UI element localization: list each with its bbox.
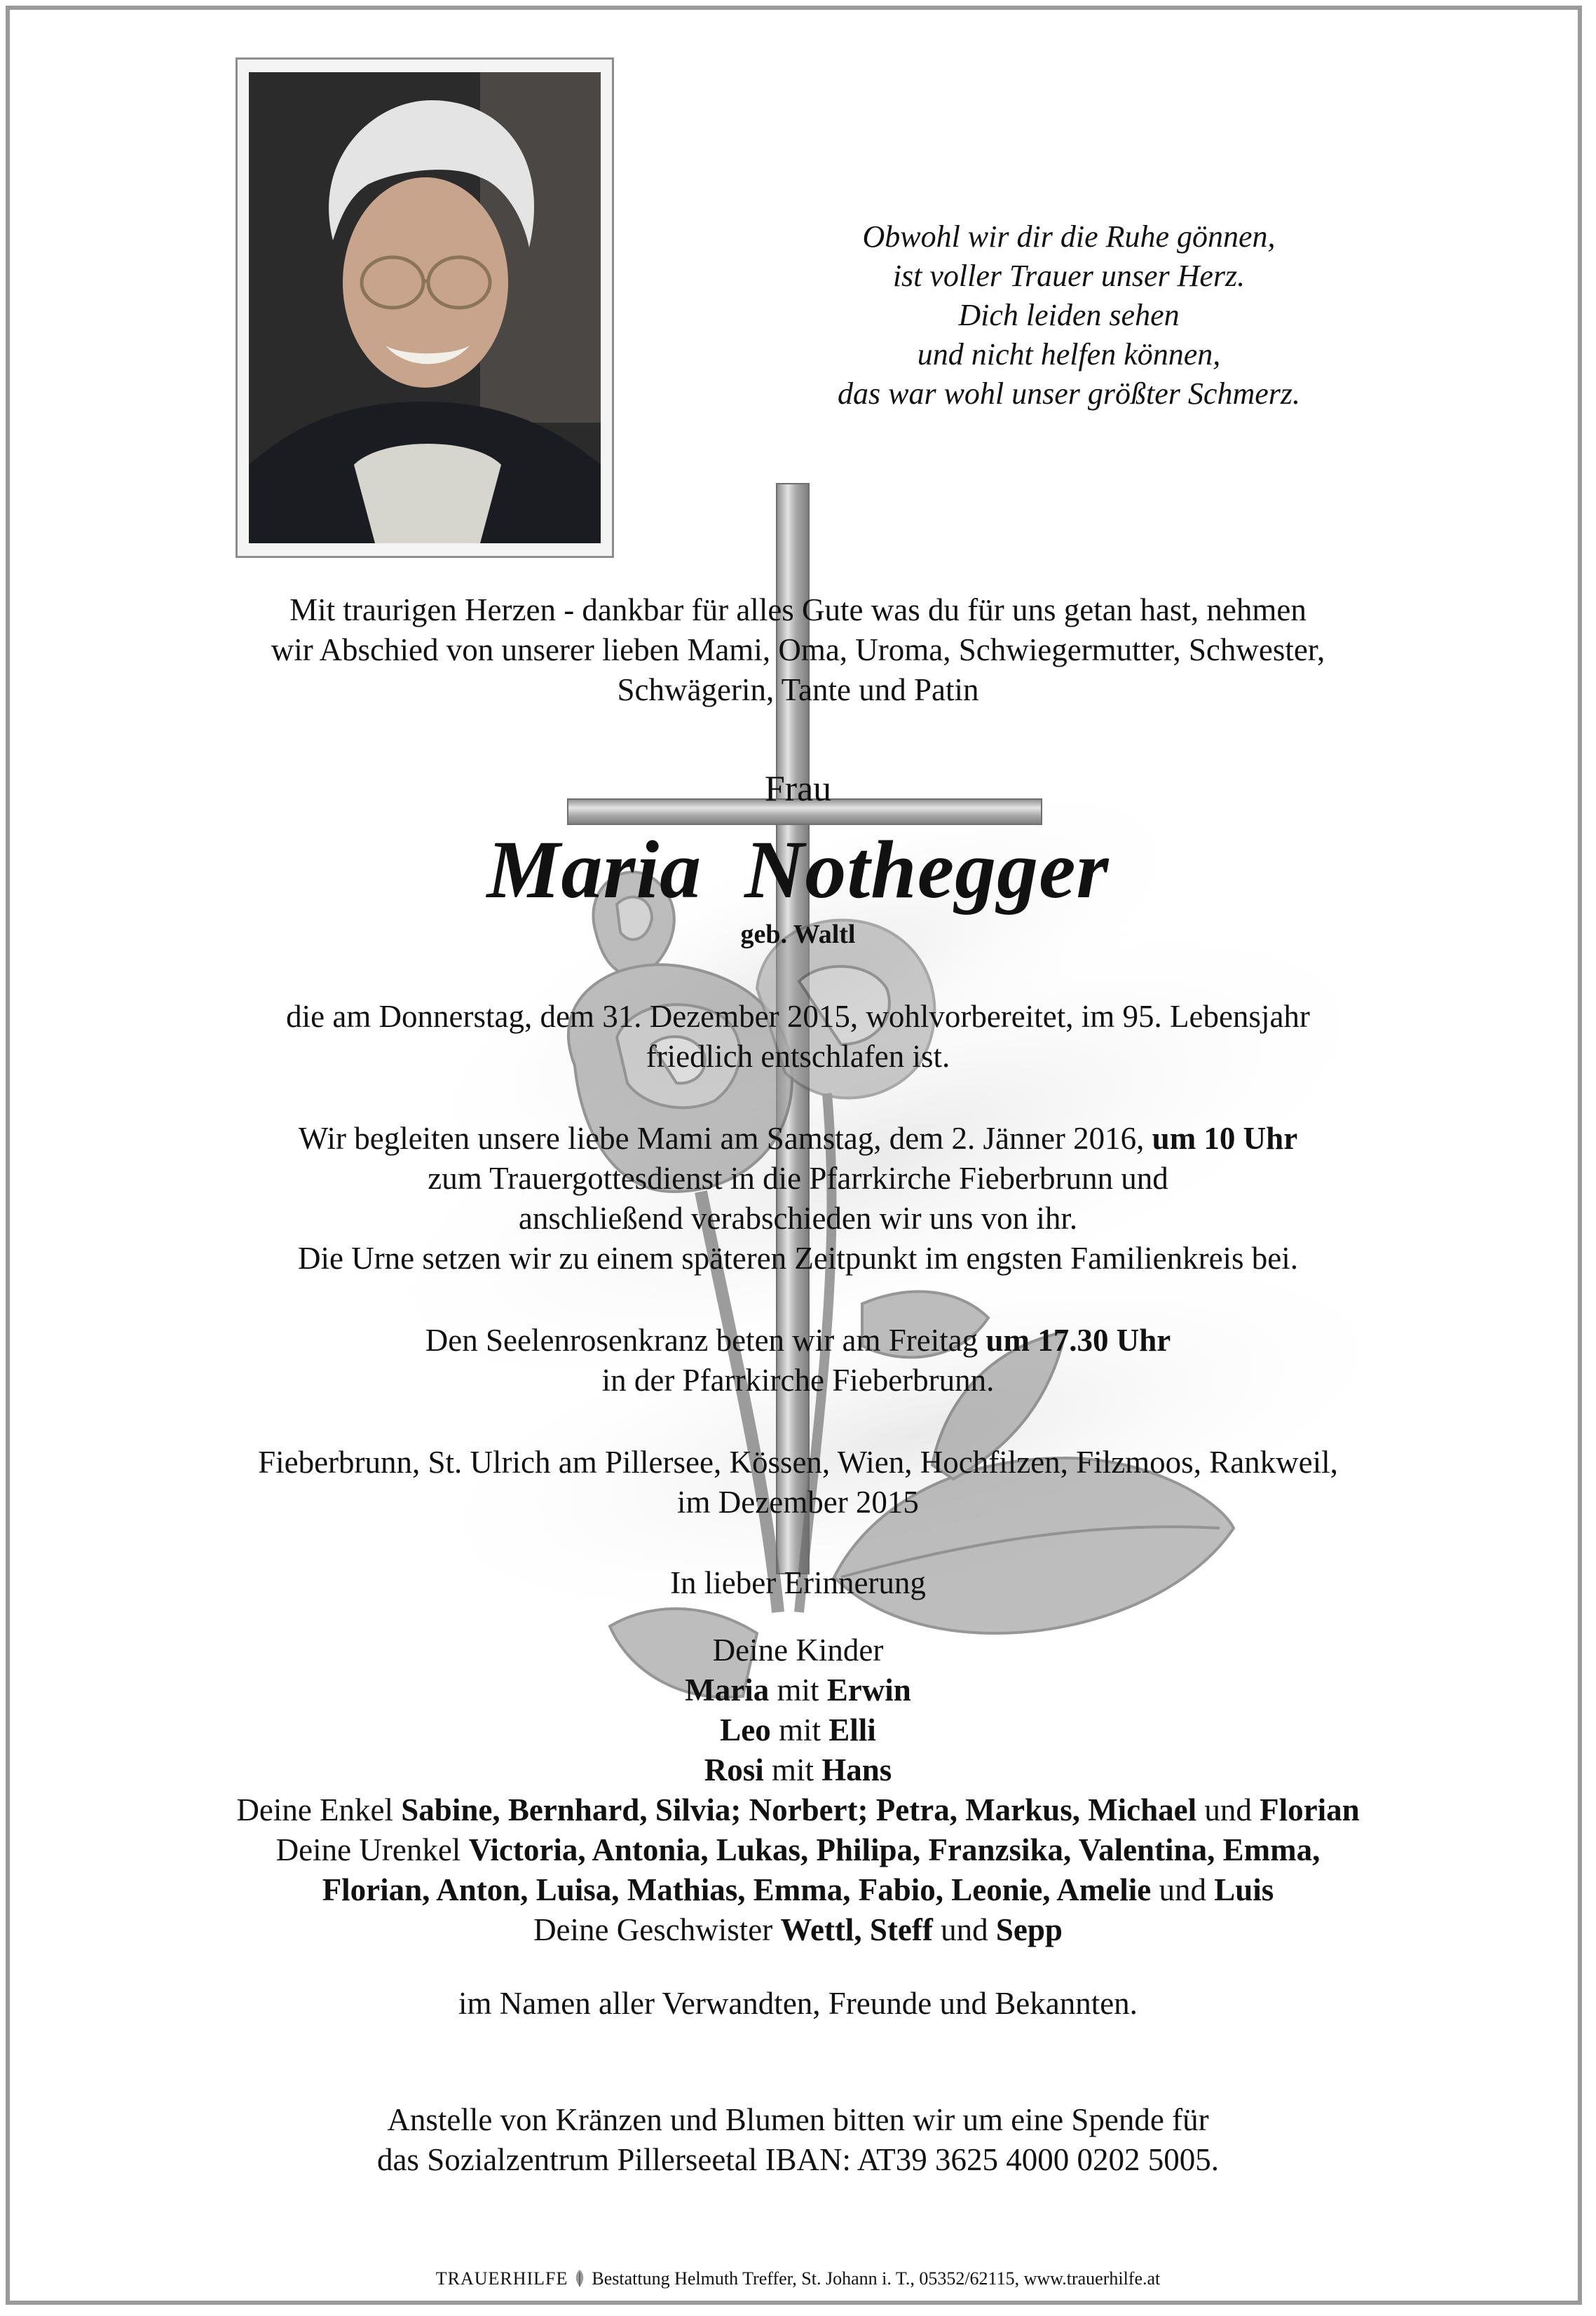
and-word: und: [1196, 1792, 1260, 1827]
salutation: Frau: [764, 769, 832, 809]
poem-line: ist voller Trauer unser Herz.: [892, 259, 1246, 293]
donation-line: Anstelle von Kränzen und Blumen bitten wir um eine Spende für: [387, 2102, 1209, 2137]
footer-text: Bestattung Helmuth Treffer, St. Johann i. T., 05352/62115, www.trauerhilfe.at: [592, 2268, 1161, 2289]
siblings-names: Wettl, Steff: [780, 1912, 933, 1947]
grandchildren-label: Deine Enkel: [236, 1792, 402, 1827]
child-couple: [0, 1750, 1596, 1790]
great-grandchildren-line: [0, 1870, 1596, 1910]
great-grandchildren-names: Florian, Anton, Luisa, Mathias, Emma, Fabio, Leonie, Amelie: [322, 1872, 1152, 1907]
poem-line: Obwohl wir dir die Ruhe gönnen,: [862, 219, 1276, 254]
child-name: Rosi: [704, 1752, 764, 1787]
portrait-photo: [249, 72, 601, 543]
great-grandchild-last: Luis: [1214, 1872, 1274, 1907]
funeral-line: [0, 1119, 1596, 1159]
siblings-line: [0, 1910, 1596, 1950]
rosary-text: [0, 1321, 1596, 1401]
death-line: friedlich entschlafen ist.: [646, 1039, 950, 1074]
funeral-line: zum Trauergottesdienst in die Pfarrkirche Fieberbrunn und: [428, 1161, 1168, 1196]
rosary-time: um 17.30 Uhr: [985, 1323, 1171, 1358]
funeral-line: anschließend verabschieden wir uns von ihr.: [518, 1201, 1078, 1236]
intro-line: Schwägerin, Tante und Patin: [617, 672, 979, 707]
child-name: Leo: [720, 1712, 771, 1748]
great-grandchildren-names: Victoria, Antonia, Lukas, Philipa, Franzsika, Valentina, Emma,: [468, 1832, 1321, 1867]
grandchild-last: Florian: [1260, 1792, 1360, 1827]
portrait-illustration: [249, 72, 601, 543]
child-name: Maria: [685, 1673, 770, 1708]
memory-text: In lieber Erinnerung: [670, 1565, 926, 1600]
intro-text: [0, 590, 1596, 710]
poem-line: das war wohl unser größter Schmerz.: [837, 376, 1301, 411]
child-couple: [0, 1710, 1596, 1750]
children-label: Deine Kinder: [712, 1633, 884, 1668]
mourners-list: [0, 1630, 1596, 1950]
funeral-line: Die Urne setzen wir zu einem späteren Zeitpunkt im engsten Familienkreis bei.: [297, 1241, 1299, 1276]
funeral-time: um 10 Uhr: [1152, 1121, 1298, 1156]
great-grandchildren-label: Deine Urenkel: [275, 1832, 469, 1867]
partner-name: Elli: [828, 1712, 876, 1748]
donation-text: [0, 2100, 1596, 2180]
relatives-text: im Namen aller Verwandten, Freunde und Bekannten.: [458, 1986, 1138, 2021]
birth-name: geb. Waltl: [740, 920, 856, 949]
funeral-date: Wir begleiten unsere liebe Mami am Samstag, dem 2. Jänner 2016,: [298, 1121, 1152, 1156]
rosary-line: in der Pfarrkirche Fieberbrunn.: [601, 1363, 995, 1398]
funeral-text: [0, 1119, 1596, 1279]
siblings-label: Deine Geschwister: [533, 1912, 781, 1947]
grandchildren-names: Sabine, Bernhard, Silvia; Norbert; Petra, Markus, Michael: [401, 1792, 1197, 1827]
poem-line: und nicht helfen können,: [917, 337, 1221, 372]
donation-line: das Sozialzentrum Pillerseetal IBAN: AT39 3625 4000 0202 5005.: [376, 2142, 1220, 2177]
child-couple: [0, 1670, 1596, 1710]
and-word: und: [1151, 1872, 1215, 1907]
sibling-last: Sepp: [995, 1912, 1063, 1947]
deceased-name: Maria Nothegger: [486, 824, 1110, 915]
place-date: [0, 1443, 1596, 1523]
rosary-day: Den Seelenrosenkranz beten wir am Freitag: [425, 1323, 986, 1358]
death-line: die am Donnerstag, dem 31. Dezember 2015, wohlvorbereitet, im 95. Lebensjahr: [286, 999, 1310, 1034]
couple-joiner: mit: [777, 1673, 819, 1708]
rosary-line: [0, 1321, 1596, 1361]
death-text: [0, 997, 1596, 1077]
poem: [701, 217, 1437, 414]
footer-logo: TRAUERHILFE: [435, 2268, 568, 2289]
poem-line: Dich leiden sehen: [958, 298, 1180, 332]
footer: [0, 2267, 1596, 2291]
and-word: und: [932, 1912, 996, 1947]
intro-line: Mit traurigen Herzen - dankbar für alles Gute was du für uns getan hast, nehmen: [289, 592, 1307, 627]
leaf-logo-icon: [572, 2268, 587, 2288]
couple-joiner: mit: [778, 1712, 821, 1748]
couple-joiner: mit: [771, 1752, 814, 1787]
grandchildren-line: [0, 1790, 1596, 1830]
partner-name: Hans: [821, 1752, 892, 1787]
portrait-frame: [236, 57, 614, 558]
great-grandchildren-line: [0, 1830, 1596, 1870]
place-line: Fieberbrunn, St. Ulrich am Pillersee, Kössen, Wien, Hochfilzen, Filzmoos, Rankweil,: [258, 1445, 1338, 1480]
intro-line: wir Abschied von unserer lieben Mami, Oma, Uroma, Schwiegermutter, Schwester,: [271, 632, 1325, 667]
place-line: im Dezember 2015: [677, 1485, 919, 1520]
partner-name: Erwin: [826, 1673, 911, 1708]
